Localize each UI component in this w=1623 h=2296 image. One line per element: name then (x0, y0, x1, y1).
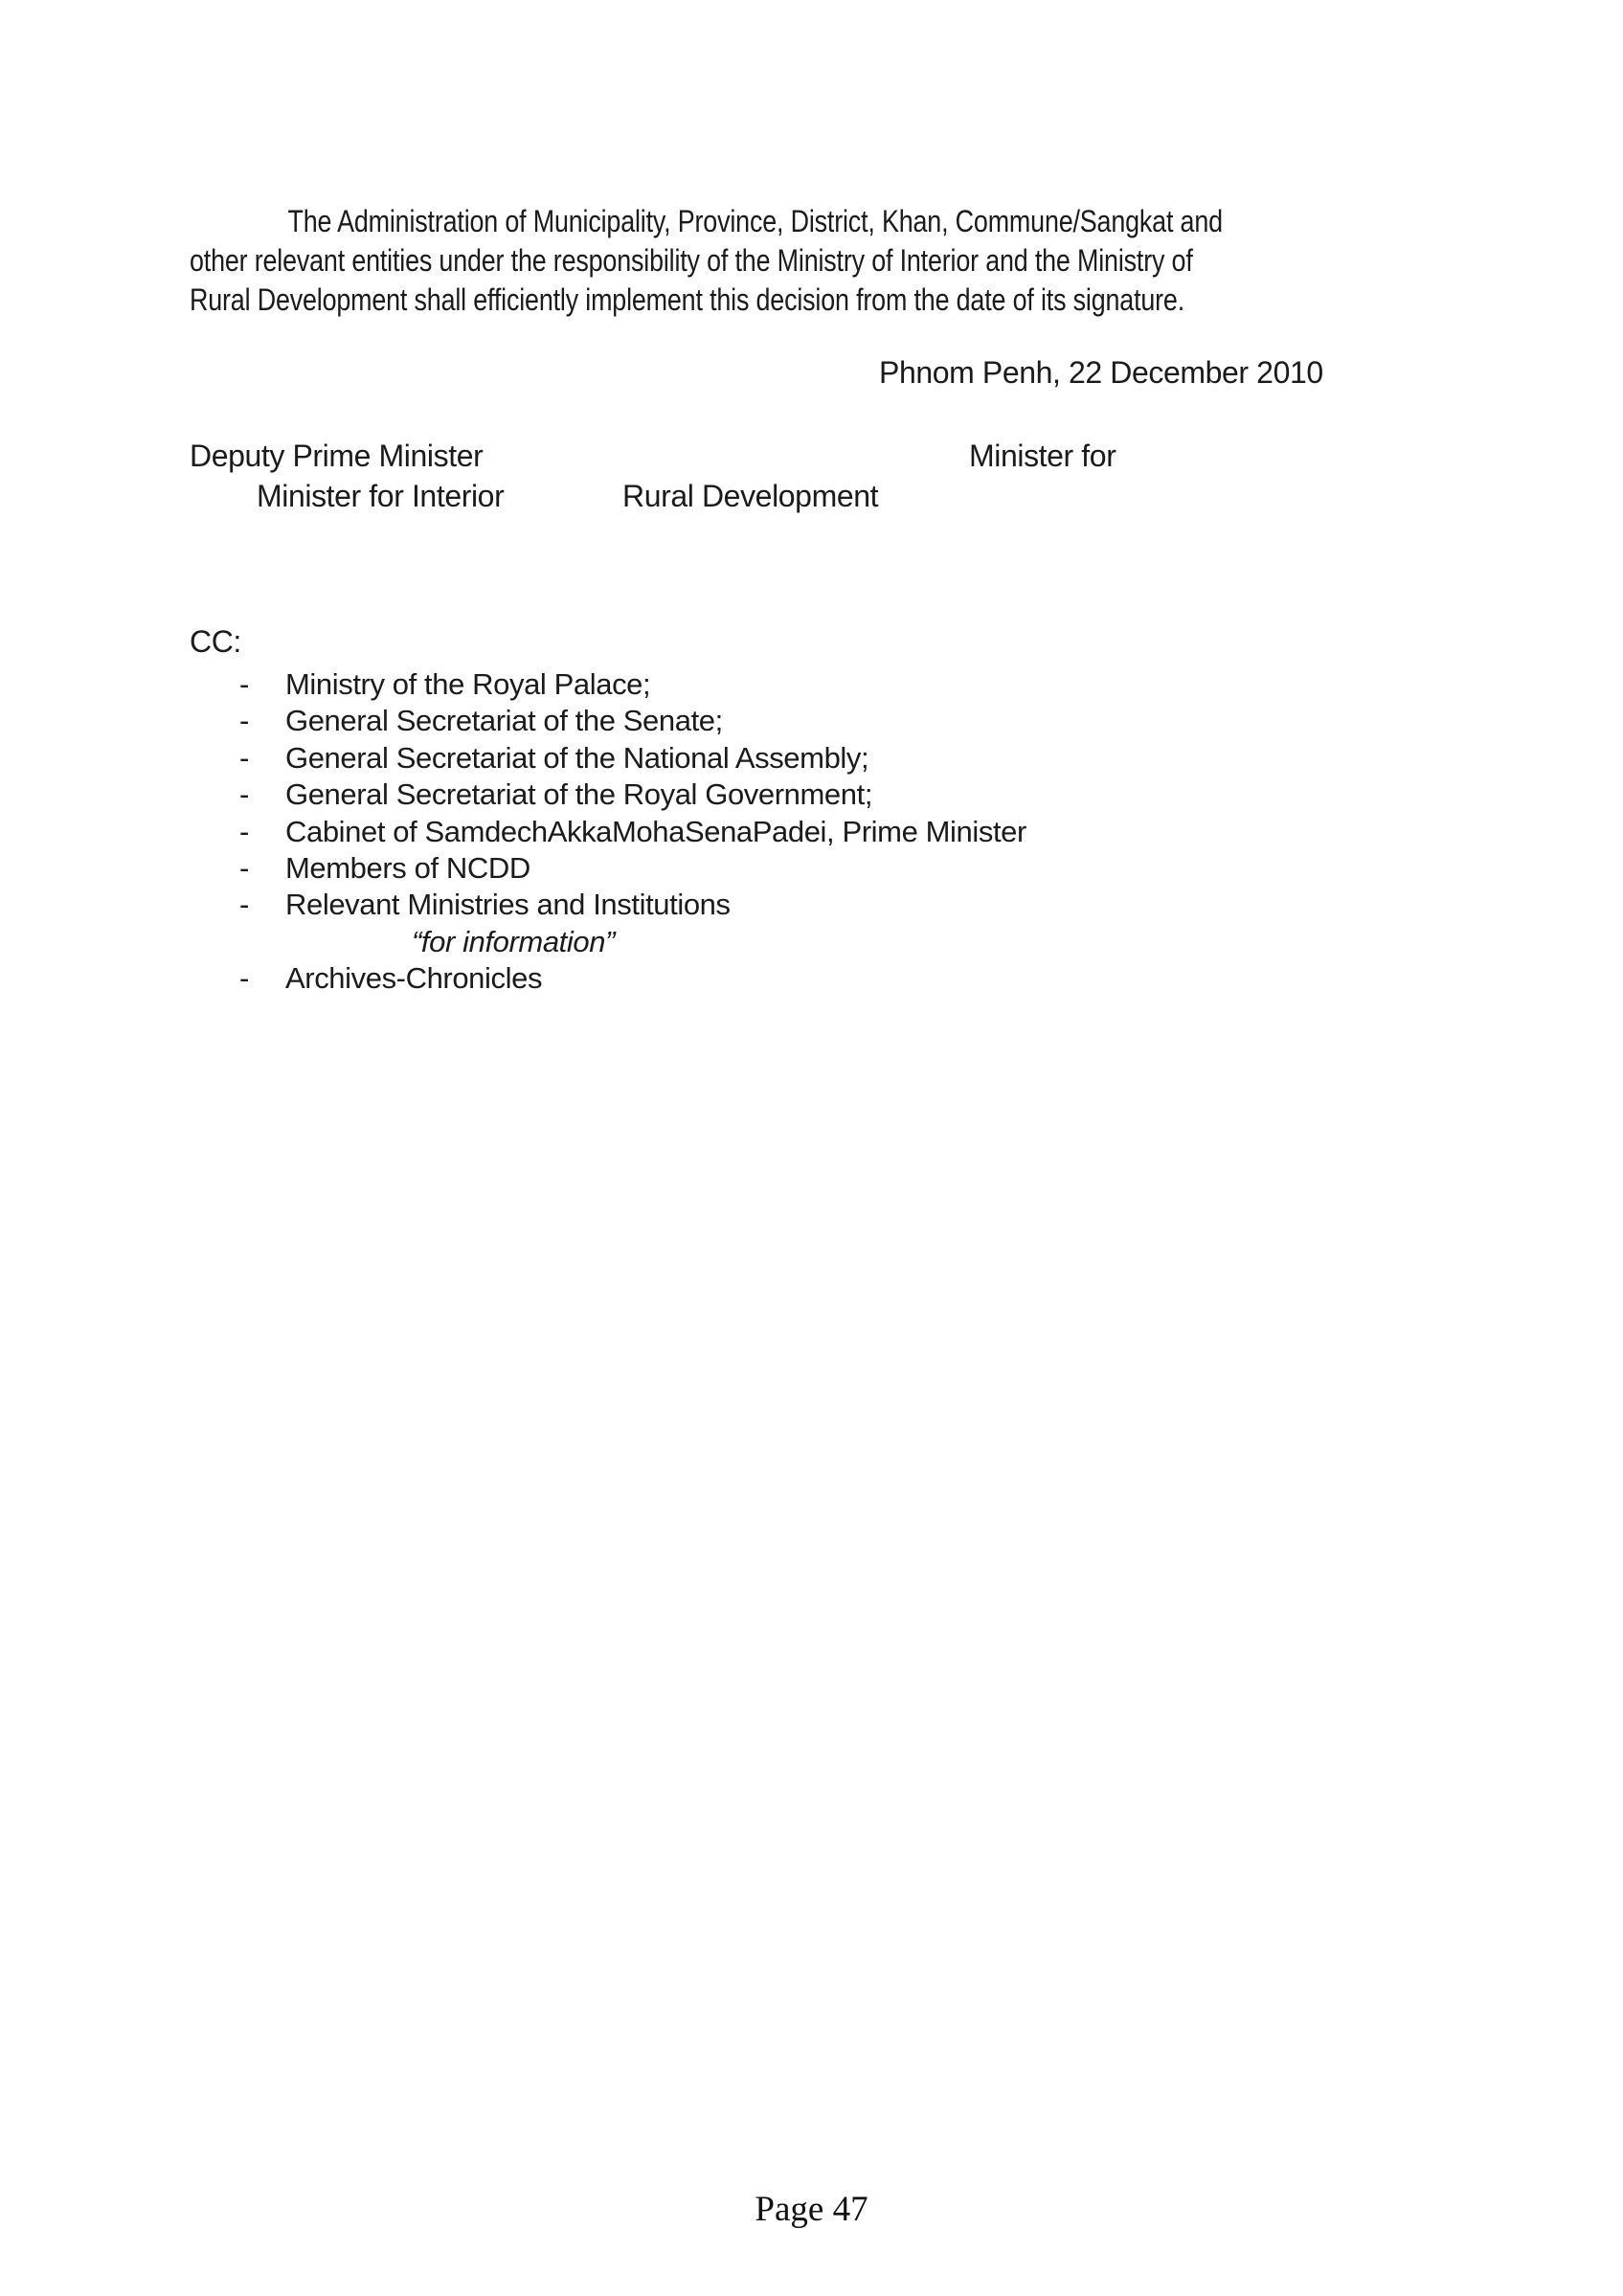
dash-bullet: - (239, 777, 249, 811)
cc-item-text: Archives-Chronicles (285, 961, 543, 995)
cc-list-item (239, 741, 868, 776)
dash-bullet: - (239, 704, 249, 737)
cc-item-text: General Secretariat of the National Assembly; (285, 741, 869, 775)
cc-list-item (239, 777, 872, 812)
dash-bullet: - (239, 961, 249, 995)
cc-for-information-note: “for information” (412, 925, 615, 958)
cc-item-text: Cabinet of SamdechAkkaMohaSenaPadei, Prime Minister (285, 815, 1026, 848)
dateline: Phnom Penh, 22 December 2010 (879, 355, 1323, 390)
signatory-title-deputy-prime-minister: Deputy Prime Minister (190, 439, 484, 473)
paragraph-line: other relevant entities under the responsibility of the Ministry of Interior and the Ministry of (190, 243, 1193, 278)
signatory-title-minister-for: Minister for (969, 439, 1116, 473)
signatory-title-minister-for-interior: Minister for Interior (257, 479, 505, 513)
cc-list-item (239, 851, 530, 886)
cc-label: CC: (190, 624, 241, 659)
signatory-title-rural-development: Rural Development (622, 479, 879, 513)
cc-item-text: Ministry of the Royal Palace; (285, 667, 651, 701)
paragraph-line: The Administration of Municipality, Province, District, Khan, Commune/Sangkat and (287, 204, 1223, 238)
cc-list-item (239, 815, 1026, 849)
page-number: Page 47 (755, 2190, 868, 2229)
cc-list-item (239, 667, 650, 702)
dash-bullet: - (239, 815, 249, 848)
cc-list-item (239, 704, 723, 738)
cc-item-text: General Secretariat of the Senate; (285, 704, 723, 737)
dash-bullet: - (239, 888, 249, 921)
dash-bullet: - (239, 741, 249, 775)
cc-item-text: General Secretariat of the Royal Government; (285, 777, 873, 811)
cc-list-item (239, 961, 542, 996)
cc-item-text: Relevant Ministries and Institutions (285, 888, 731, 921)
paragraph-line: Rural Development shall efficiently implement this decision from the date of its signature. (190, 282, 1185, 317)
dash-bullet: - (239, 667, 249, 701)
cc-list-item (239, 888, 731, 922)
dash-bullet: - (239, 851, 249, 885)
cc-item-text: Members of NCDD (285, 851, 530, 885)
body-paragraph (190, 202, 1469, 320)
